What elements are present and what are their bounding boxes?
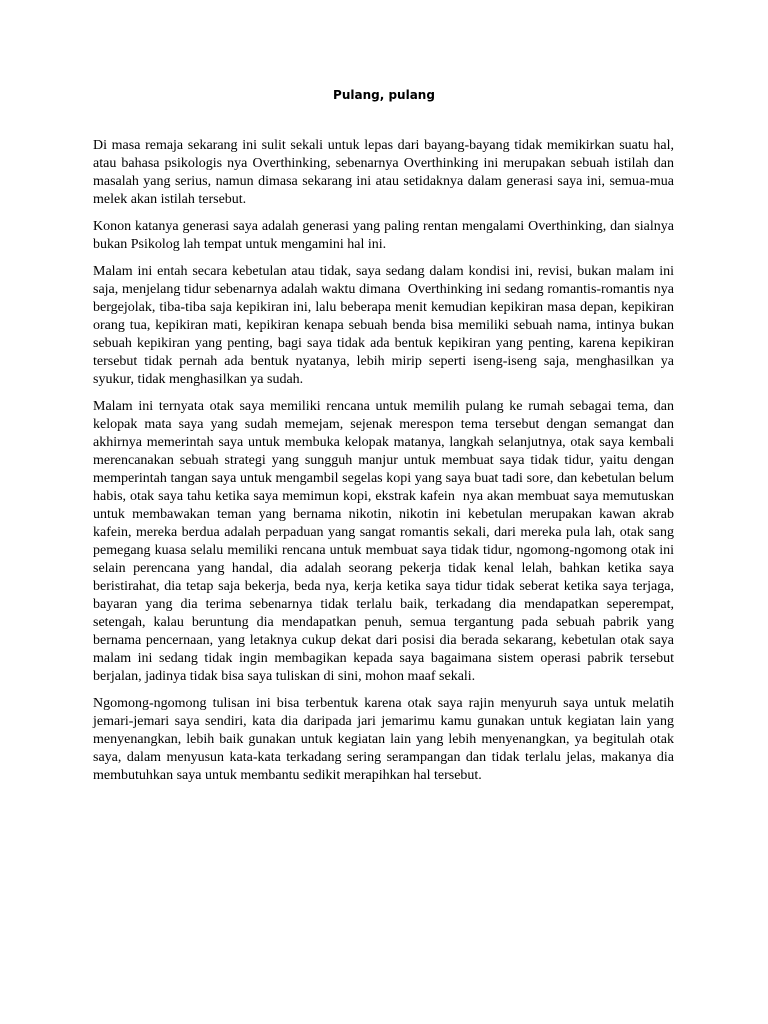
document-body (93, 137, 678, 794)
paragraph: Ngomong-ngomong tulisan ini bisa terbentuk karena otak saya rajin menyuruh saya untuk melatih jemari-jemari saya sendiri, kata dia daripada jari jemarimu kamu gunakan untuk kegiatan lain yang menyenangkan, lebih baik gunakan untuk kegiatan lain yang lebih menyenangkan, ya begitulah otak saya, dalam menyusun kata-kata terkadang sering serampangan dan tidak terlalu jelas, makanya dia membutuhkan saya untuk membantu sedikit merapihkan hal tersebut. (93, 696, 678, 783)
paragraph: Konon katanya generasi saya adalah generasi yang paling rentan mengalami Overthinking, dan sialnya bukan Psikolog lah tempat untuk mengamini hal ini. (93, 219, 678, 252)
paragraph: Malam ini entah secara kebetulan atau tidak, saya sedang dalam kondisi ini, revisi, bukan malam ini saja, menjelang tidur sebenarnya adalah waktu dimana Overthinking ini sedang romantis-romantis nya bergejolak, tiba-tiba saja kepikiran ini, lalu beberapa menit kemudian kepikiran masa depan, kepikiran orang tua, kepikiran mati, kepikiran kenapa sebuah benda bisa memiliki sebuah nama, intinya bukan sebuah kepikiran yang penting, bagi saya tidak ada bentuk kepikiran yang penting, karena kepikiran tersebut tidak pernah ada bentuk nyatanya, lebih mirip seperti iseng-iseng saja, menghasilkan ya syukur, tidak menghasilkan ya sudah. (93, 264, 678, 387)
paragraph: Di masa remaja sekarang ini sulit sekali untuk lepas dari bayang-bayang tidak memikirkan suatu hal, atau bahasa psikologis nya Overthinking, sebenarnya Overthinking ini merupakan sebuah istilah dan masalah yang serius, namun dimasa sekarang ini atau setidaknya dalam generasi saya ini, semua-mua melek akan istilah tersebut. (93, 138, 678, 207)
paragraph: Malam ini ternyata otak saya memiliki rencana untuk memilih pulang ke rumah sebagai tema, dan kelopak mata saya yang sudah memejam, sejenak merespon tema tersebut dengan semangat dan akhirnya memerintah saya untuk membuka kelopak matanya, langkah selanjutnya, otak saya kembali merencanakan sebuah strategi yang sungguh manjur untuk membuat saya tidak tidur, yaitu dengan memperintah tangan saya untuk mengambil segelas kopi yang saya buat tadi sore, dan kebetulan belum habis, otak saya tahu ketika saya memimun kopi, ekstrak kafein nya akan membuat saya memutuskan untuk membawakan teman yang bernama nikotin, nikotin ini kebetulan merupakan kawan akrab kafein, mereka berdua adalah perpaduan yang sangat romantis sekali, dari mereka pula lah, otak sang pemegang kuasa selalu memiliki rencana untuk membuat saya tidak tidur, ngomong-ngomong otak ini selain perencana yang handal, dia adalah seorang pekerja tidak kenal lelah, bahkan ketika saya beristirahat, dia tetap saja bekerja, beda nya, kerja ketika saya tidur tidak seberat ketika saya terjaga, bayaran yang dia terima sebenarnya tidak terlalu baik, terkadang dia mendapatkan seperempat, setengah, kalau beruntung dia mendapatkan penuh, semua tergantung pada sebuah pabrik yang bernama pencernaan, yang letaknya cukup dekat dari posisi dia berada sekarang, kebetulan otak saya malam ini sedang tidak ingin membagikan kepada saya bagaimana sistem operasi pabrik tersebut berjalan, jadinya tidak bisa saya tuliskan di sini, mohon maaf sekali. (93, 399, 678, 684)
document-title: Pulang, pulang (333, 88, 435, 102)
